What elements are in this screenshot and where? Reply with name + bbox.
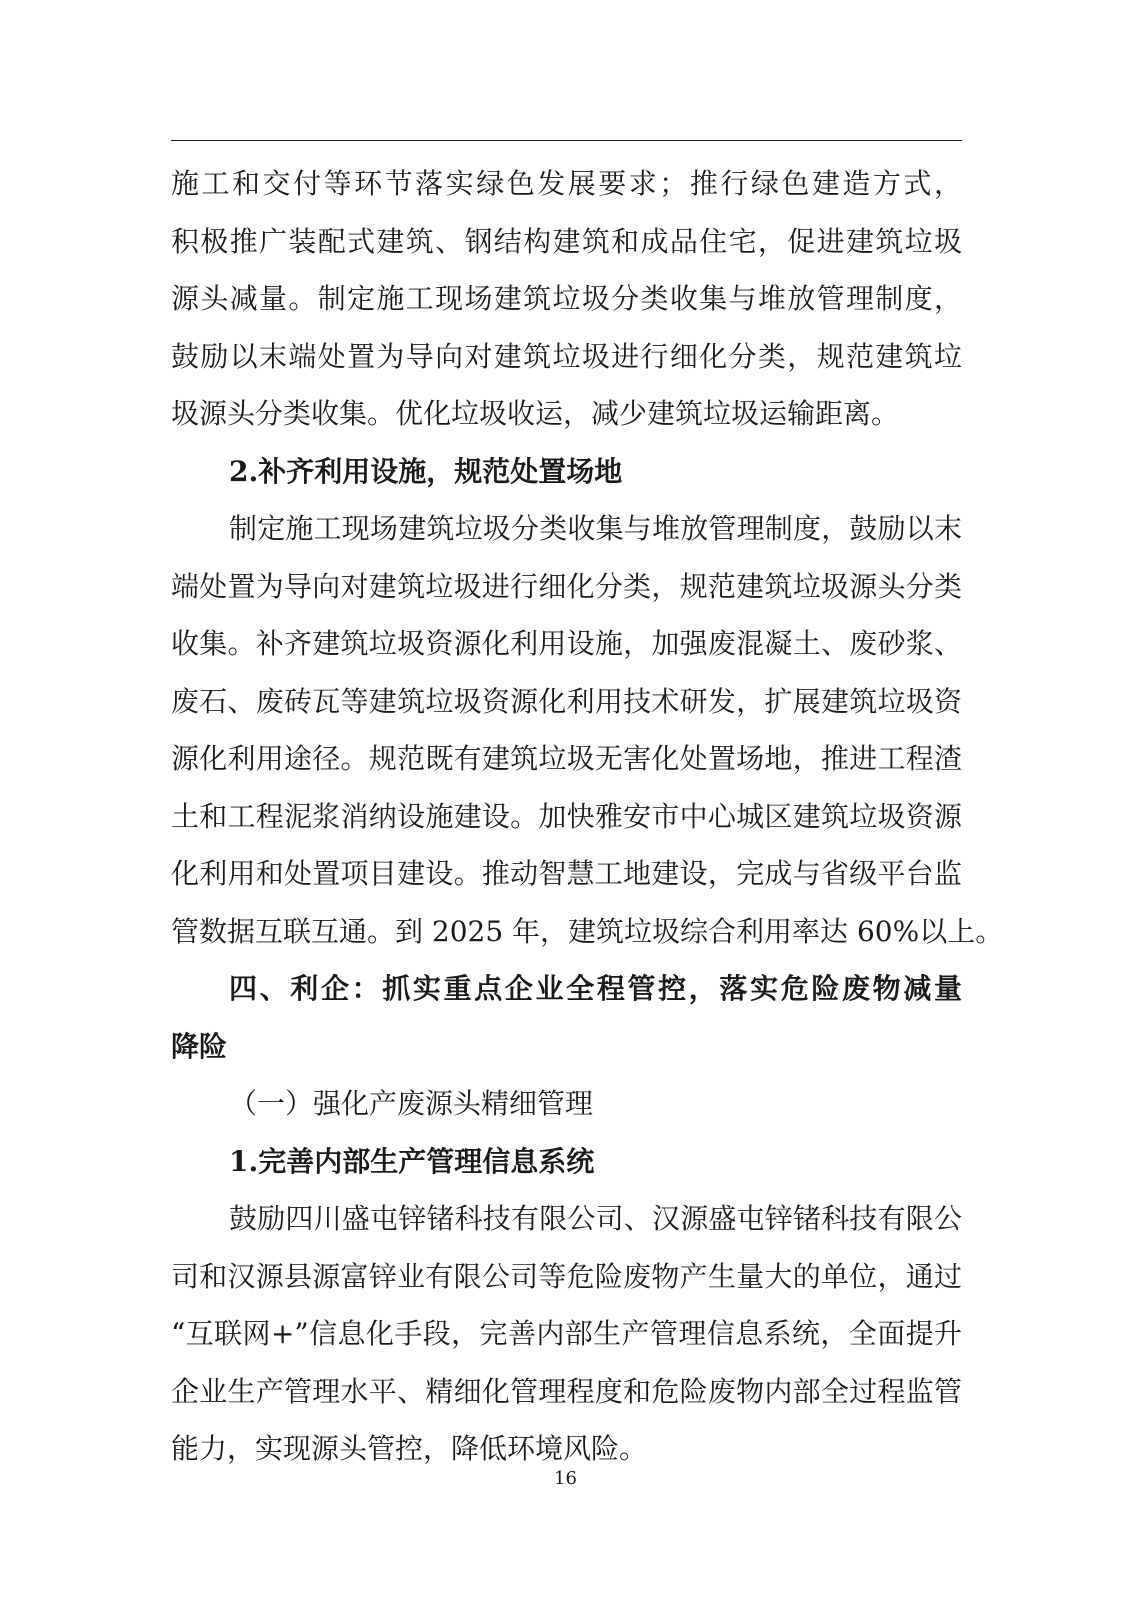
subsection-heading: （一）强化产废源头精细管理 bbox=[229, 1087, 594, 1120]
subsection-heading: 1.完善内部生产管理信息系统 bbox=[229, 1144, 595, 1178]
page-number: 16 bbox=[554, 1468, 577, 1489]
section-heading-continued: 降险 bbox=[171, 1029, 228, 1063]
body-line: 企业生产管理水平、精细化管理程度和危险废物内部全过程监管 bbox=[171, 1374, 962, 1408]
body-line: 积极推广装配式建筑、钢结构建筑和成品住宅，促进建筑垃圾 bbox=[171, 224, 962, 258]
body-line: 圾源头分类收集。优化垃圾收运，减少建筑垃圾运输距离。 bbox=[171, 397, 900, 430]
body-line: 化利用和处置项目建设。推动智慧工地建设，完成与省级平台监 bbox=[171, 857, 962, 890]
section-heading: 四、利企：抓实重点企业全程管控，落实危险废物减量 bbox=[229, 972, 962, 1005]
page-body bbox=[171, 155, 1004, 1478]
body-line: “互联网+”信息化手段，完善内部生产管理信息系统，全面提升 bbox=[171, 1317, 962, 1350]
body-line: 土和工程泥浆消纳设施建设。加快雅安市中心城区建筑垃圾资源 bbox=[171, 799, 962, 833]
body-line: 司和汉源县源富锌业有限公司等危险废物产生量大的单位，通过 bbox=[171, 1259, 962, 1293]
body-line: 废石、废砖瓦等建筑垃圾资源化利用技术研发，扩展建筑垃圾资 bbox=[171, 684, 962, 718]
body-line: 端处置为导向对建筑垃圾进行细化分类，规范建筑垃圾源头分类 bbox=[171, 569, 962, 603]
header-rule bbox=[171, 140, 962, 141]
body-line: 收集。补齐建筑垃圾资源化利用设施，加强废混凝土、废砂浆、 bbox=[171, 627, 962, 660]
body-line: 鼓励以末端处置为导向对建筑垃圾进行细化分类，规范建筑垃 bbox=[171, 339, 962, 373]
body-line: 鼓励四川盛屯锌锗科技有限公司、汉源盛屯锌锗科技有限公 bbox=[229, 1202, 962, 1235]
body-line: 管数据互联互通。到 2025 年，建筑垃圾综合利用率达 60%以上。 bbox=[171, 914, 1004, 948]
body-line: 制定施工现场建筑垃圾分类收集与堆放管理制度，鼓励以末 bbox=[229, 512, 962, 545]
body-line: 源化利用途径。规范既有建筑垃圾无害化处置场地，推进工程渣 bbox=[171, 742, 962, 775]
body-line: 能力，实现源头管控，降低环境风险。 bbox=[171, 1432, 648, 1465]
subsection-heading: 2.补齐利用设施，规范处置场地 bbox=[229, 454, 623, 488]
body-line: 施工和交付等环节落实绿色发展要求；推行绿色建造方式， bbox=[171, 167, 962, 200]
body-line: 源头减量。制定施工现场建筑垃圾分类收集与堆放管理制度， bbox=[171, 282, 962, 315]
